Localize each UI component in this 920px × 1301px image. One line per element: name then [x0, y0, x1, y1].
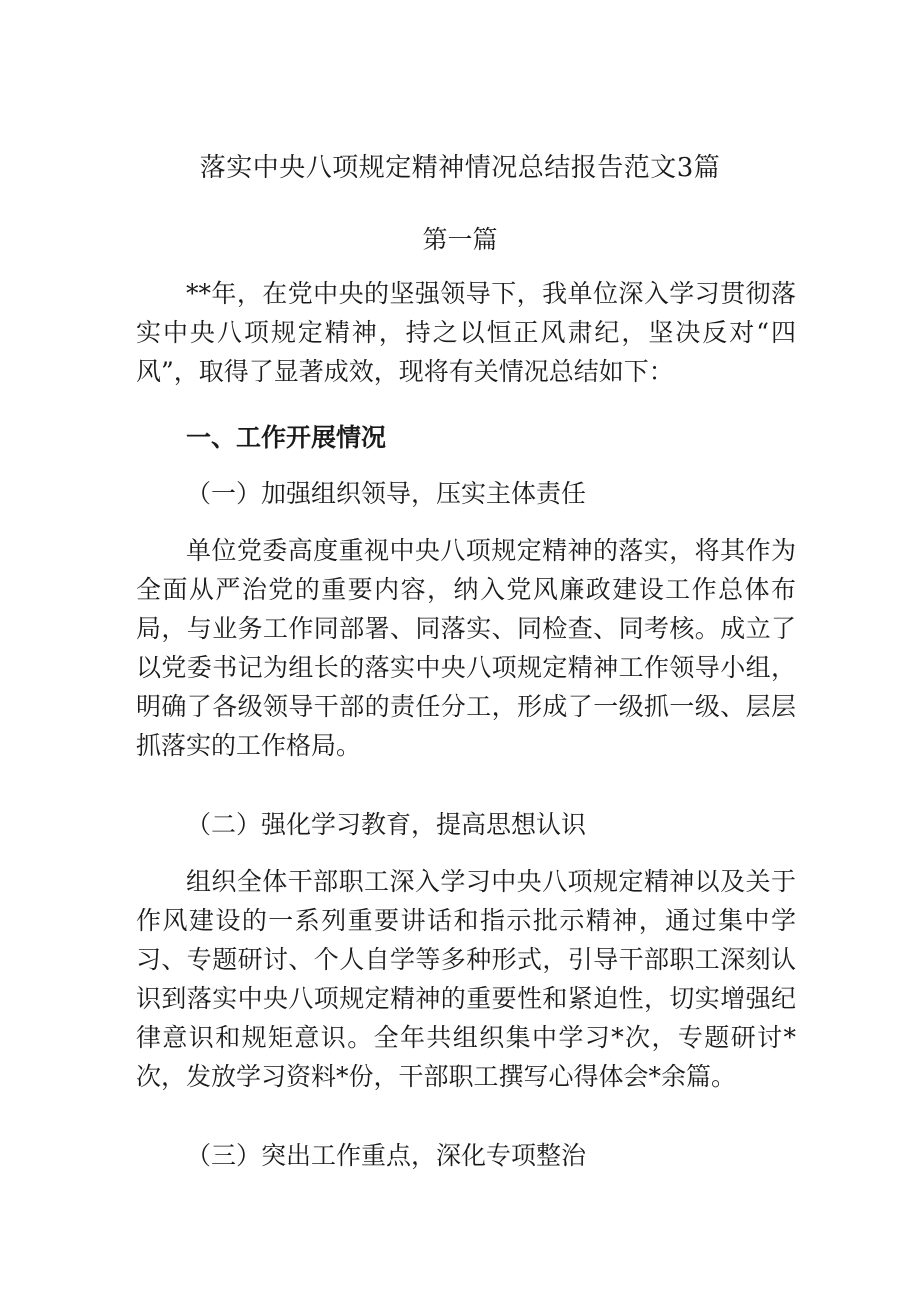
document-title: 落实中央八项规定精神情况总结报告范文3篇 [199, 153, 721, 183]
intro-paragraph: **年，在党中央的坚强领导下，我单位深入学习贯彻落实中央八项规定精神，持之以恒正风肃纪，坚决反对“四风”，取得了显著成效，现将有关情况总结如下： [136, 279, 796, 386]
subsection-heading-2: （二）强化学习教育，提高思想认识 [186, 810, 587, 839]
subsection-heading-1: （一）加强组织领导，压实主体责任 [186, 479, 587, 508]
section-heading-1: 一、工作开展情况 [186, 423, 387, 452]
subsection-body-1: 单位党委高度重视中央八项规定精神的落实，将其作为全面从严治党的重要内容，纳入党风廉政建设工作总体布局，与业务工作同部署、同落实、同检查、同考核。成立了以党委书记为组长的落实中央八项规定精神工作领导小组，明确了各级领导干部的责任分工，形成了一级抓一级、层层抓落实的工作格局。 [136, 536, 796, 760]
subsection-heading-3: （三）突出工作重点，深化专项整治 [186, 1141, 587, 1170]
document-subtitle: 第一篇 [422, 225, 498, 254]
subsection-body-2: 组织全体干部职工深入学习中央八项规定精神以及关于作风建设的一系列重要讲话和指示批示精神，通过集中学习、专题研讨、个人自学等多种形式，引导干部职工深刻认识到落实中央八项规定精神的重要性和紧迫性，切实增强纪律意识和规矩意识。全年共组织集中学习*次，专题研讨*次，发放学习资料*份，干部职工撰写心得体会*余篇。 [136, 867, 796, 1091]
